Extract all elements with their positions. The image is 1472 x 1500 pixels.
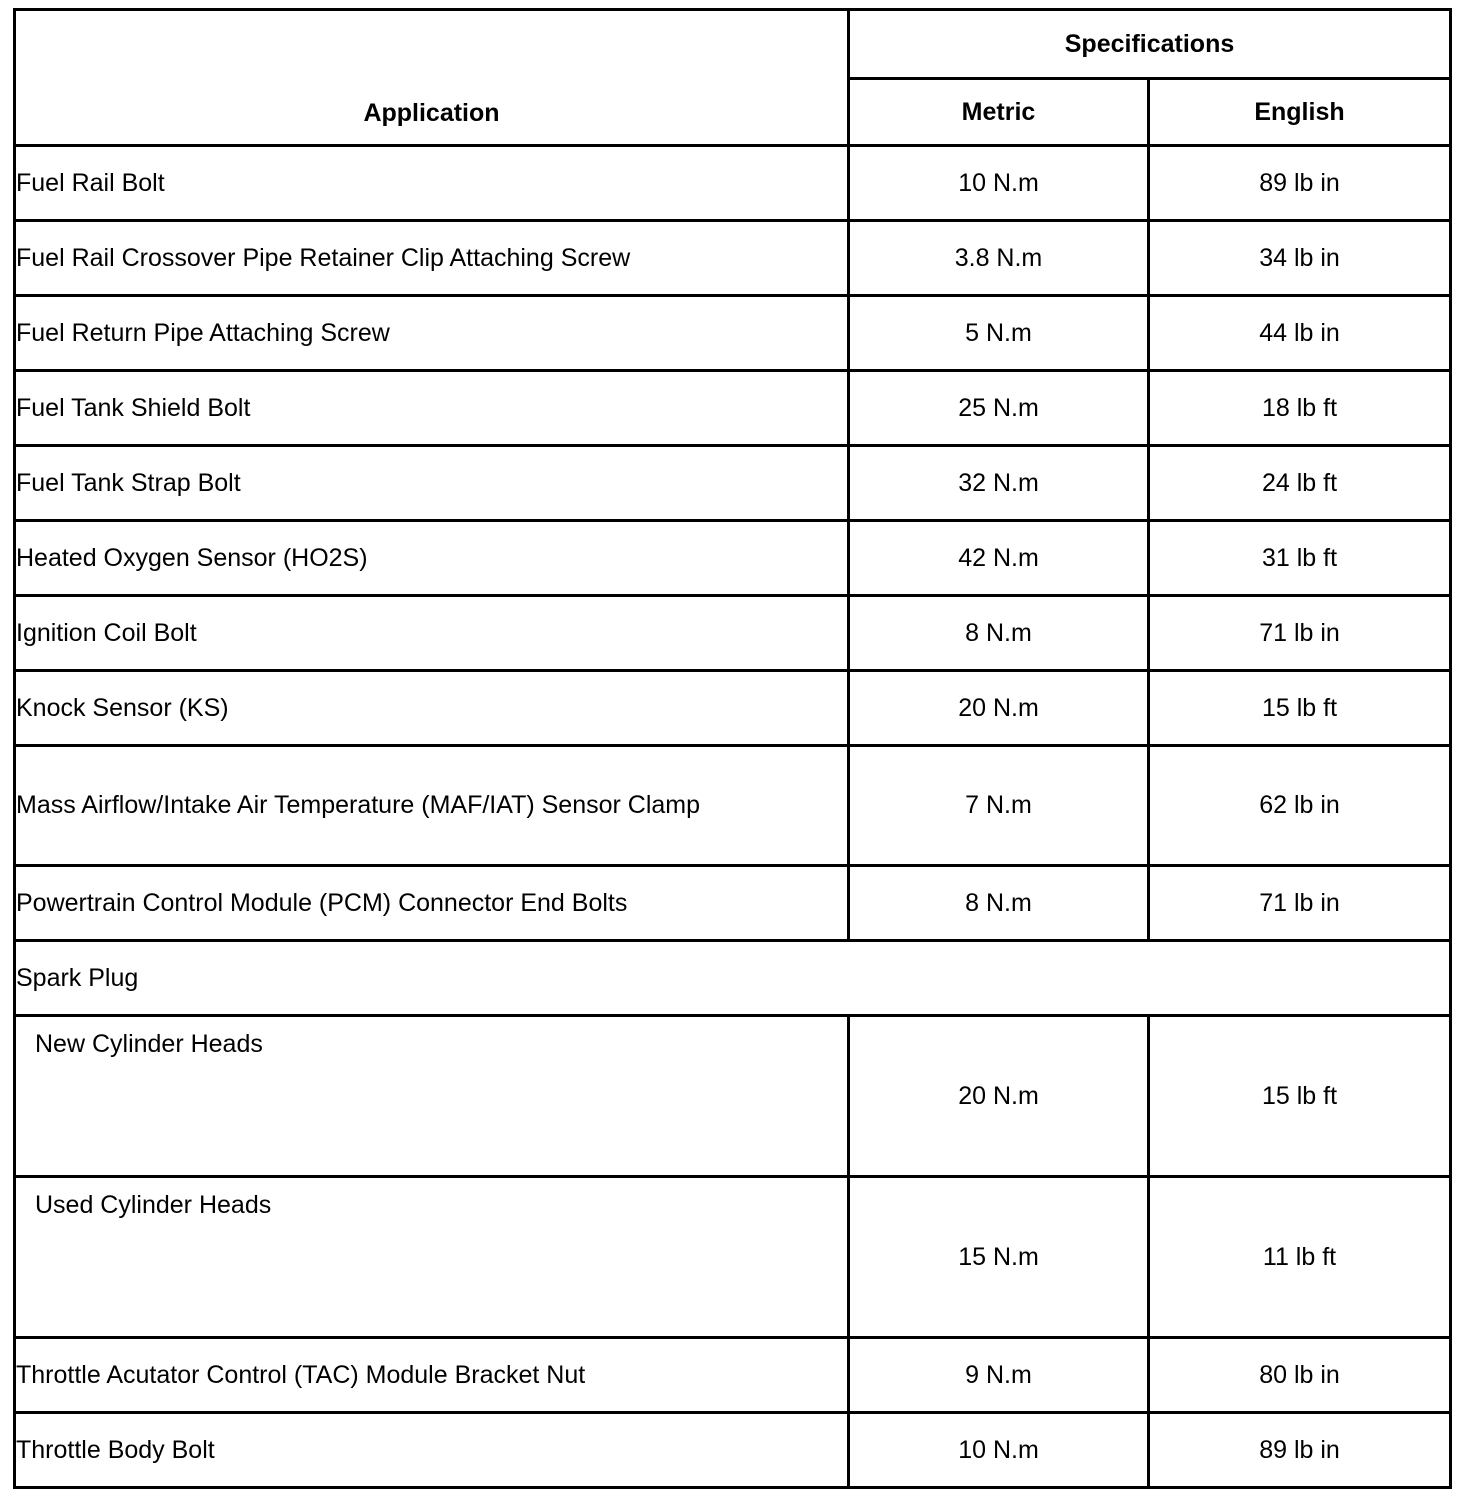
metric-cell: 9 N.m — [849, 1338, 1149, 1413]
english-cell: 24 lb ft — [1149, 446, 1451, 521]
metric-cell: 8 N.m — [849, 596, 1149, 671]
metric-cell: 20 N.m — [849, 671, 1149, 746]
table-row — [15, 671, 1451, 746]
table-row — [15, 866, 1451, 941]
metric-cell: 42 N.m — [849, 521, 1149, 596]
table-row — [15, 746, 1451, 866]
english-cell: 34 lb in — [1149, 221, 1451, 296]
application-cell: Fuel Tank Strap Bolt — [15, 446, 849, 521]
table-row — [15, 221, 1451, 296]
metric-cell: 3.8 N.m — [849, 221, 1149, 296]
application-cell: Fuel Return Pipe Attaching Screw — [15, 296, 849, 371]
metric-cell: 15 N.m — [849, 1177, 1149, 1338]
table-row — [15, 1413, 1451, 1488]
metric-cell: 20 N.m — [849, 1016, 1149, 1177]
torque-specifications-table — [13, 8, 1452, 1489]
application-cell: Fuel Tank Shield Bolt — [15, 371, 849, 446]
english-cell: 15 lb ft — [1149, 671, 1451, 746]
english-cell: 44 lb in — [1149, 296, 1451, 371]
table-row — [15, 446, 1451, 521]
table-row — [15, 1338, 1451, 1413]
table-row — [15, 296, 1451, 371]
english-cell: 18 lb ft — [1149, 371, 1451, 446]
application-cell: New Cylinder Heads — [15, 1016, 849, 1177]
english-cell: 89 lb in — [1149, 1413, 1451, 1488]
column-header-application: Application — [15, 10, 849, 146]
english-cell: 62 lb in — [1149, 746, 1451, 866]
table-row — [15, 146, 1451, 221]
application-cell: Knock Sensor (KS) — [15, 671, 849, 746]
application-cell: Ignition Coil Bolt — [15, 596, 849, 671]
table-row — [15, 596, 1451, 671]
table-row — [15, 1016, 1451, 1177]
english-cell: 15 lb ft — [1149, 1016, 1451, 1177]
metric-cell: 32 N.m — [849, 446, 1149, 521]
group-row-spark-plug — [15, 941, 1451, 1016]
table-row — [15, 371, 1451, 446]
english-cell: 80 lb in — [1149, 1338, 1451, 1413]
metric-cell: 10 N.m — [849, 146, 1149, 221]
metric-cell: 7 N.m — [849, 746, 1149, 866]
english-cell: 71 lb in — [1149, 596, 1451, 671]
application-cell: Throttle Acutator Control (TAC) Module Bracket Nut — [15, 1338, 849, 1413]
header-row-top — [15, 10, 1451, 79]
application-cell: Fuel Rail Bolt — [15, 146, 849, 221]
english-cell: 71 lb in — [1149, 866, 1451, 941]
application-cell: Fuel Rail Crossover Pipe Retainer Clip Attaching Screw — [15, 221, 849, 296]
column-header-specifications: Specifications — [849, 10, 1451, 79]
application-cell: Mass Airflow/Intake Air Temperature (MAF/IAT) Sensor Clamp — [15, 746, 849, 866]
metric-cell: 5 N.m — [849, 296, 1149, 371]
column-header-english: English — [1149, 79, 1451, 146]
english-cell: 89 lb in — [1149, 146, 1451, 221]
column-header-metric: Metric — [849, 79, 1149, 146]
english-cell: 11 lb ft — [1149, 1177, 1451, 1338]
group-label: Spark Plug — [15, 941, 1451, 1016]
table-row — [15, 521, 1451, 596]
application-cell: Heated Oxygen Sensor (HO2S) — [15, 521, 849, 596]
english-cell: 31 lb ft — [1149, 521, 1451, 596]
metric-cell: 25 N.m — [849, 371, 1149, 446]
table-row — [15, 1177, 1451, 1338]
application-cell: Powertrain Control Module (PCM) Connector End Bolts — [15, 866, 849, 941]
metric-cell: 8 N.m — [849, 866, 1149, 941]
application-cell: Throttle Body Bolt — [15, 1413, 849, 1488]
application-cell: Used Cylinder Heads — [15, 1177, 849, 1338]
metric-cell: 10 N.m — [849, 1413, 1149, 1488]
